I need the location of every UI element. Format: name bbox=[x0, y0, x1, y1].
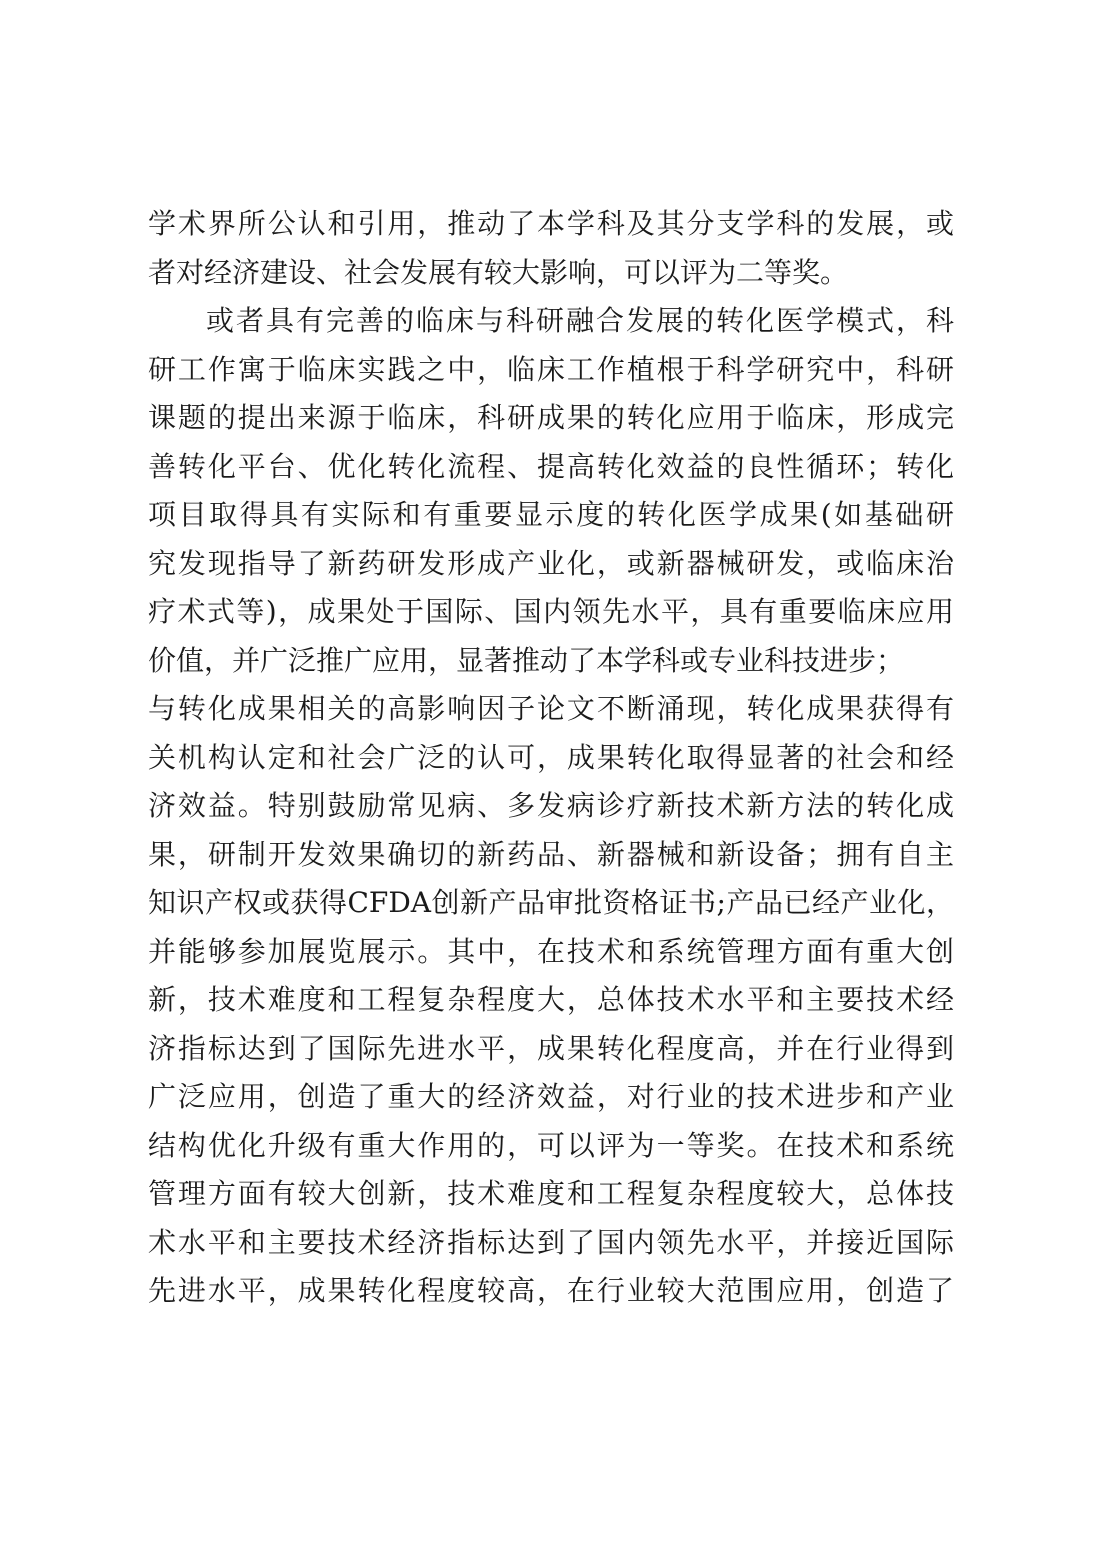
text-line: 并能够参加展览展示。其中，在技术和系统管理方面有重大创 bbox=[148, 934, 954, 968]
text-line: 新，技术难度和工程复杂程度大，总体技术水平和主要技术经 bbox=[148, 983, 954, 1016]
text-line: 究发现指导了新药研发形成产业化，或新器械研发，或临床治 bbox=[148, 546, 954, 580]
text-line: 者对经济建设、社会发展有较大影响，可以评为二等奖。 bbox=[148, 255, 849, 289]
paragraph-main bbox=[148, 297, 954, 1316]
text-line: 术水平和主要技术经济指标达到了国内领先水平，并接近国际 bbox=[148, 1225, 954, 1259]
text-line: 果，研制开发效果确切的新药品、新器械和新设备；拥有自主 bbox=[148, 837, 954, 871]
text-line: 课题的提出来源于临床，科研成果的转化应用于临床，形成完 bbox=[148, 401, 954, 434]
text-line: 结构优化升级有重大作用的，可以评为一等奖。在技术和系统 bbox=[148, 1128, 954, 1162]
text-line: 管理方面有较大创新，技术难度和工程复杂程度较大，总体技 bbox=[148, 1177, 954, 1210]
text-line: 广泛应用，创造了重大的经济效益，对行业的技术进步和产业 bbox=[148, 1080, 954, 1113]
text-line: 学术界所公认和引用，推动了本学科及其分支学科的发展，或 bbox=[148, 207, 954, 240]
text-line: 价值，并广泛推广应用，显著推动了本学科或专业科技进步； bbox=[148, 643, 905, 677]
body-text bbox=[148, 200, 954, 1316]
text-line: 知识产权或获得CFDA创新产品审批资格证书;产品已经产业化， bbox=[148, 886, 954, 919]
text-line: 项目取得具有实际和有重要显示度的转化医学成果(如基础研 bbox=[148, 498, 954, 531]
text-line: 关机构认定和社会广泛的认可，成果转化取得显著的社会和经 bbox=[148, 740, 954, 774]
text-line: 与转化成果相关的高影响因子论文不断涌现，转化成果获得有 bbox=[148, 692, 954, 725]
text-line: 济指标达到了国际先进水平，成果转化程度高，并在行业得到 bbox=[148, 1031, 954, 1065]
text-line: 研工作寓于临床实践之中，临床工作植根于科学研究中，科研 bbox=[148, 352, 954, 386]
text-line: 济效益。特别鼓励常见病、多发病诊疗新技术新方法的转化成 bbox=[148, 789, 954, 822]
text-line: 先进水平，成果转化程度较高，在行业较大范围应用，创造了 bbox=[148, 1274, 954, 1307]
text-line: 或者具有完善的临床与科研融合发展的转化医学模式，科 bbox=[206, 304, 954, 337]
text-line: 疗术式等)，成果处于国际、国内领先水平，具有重要临床应用 bbox=[148, 595, 954, 628]
text-line: 善转化平台、优化转化流程、提高转化效益的良性循环；转化 bbox=[148, 449, 954, 483]
paragraph-continued bbox=[148, 200, 954, 297]
